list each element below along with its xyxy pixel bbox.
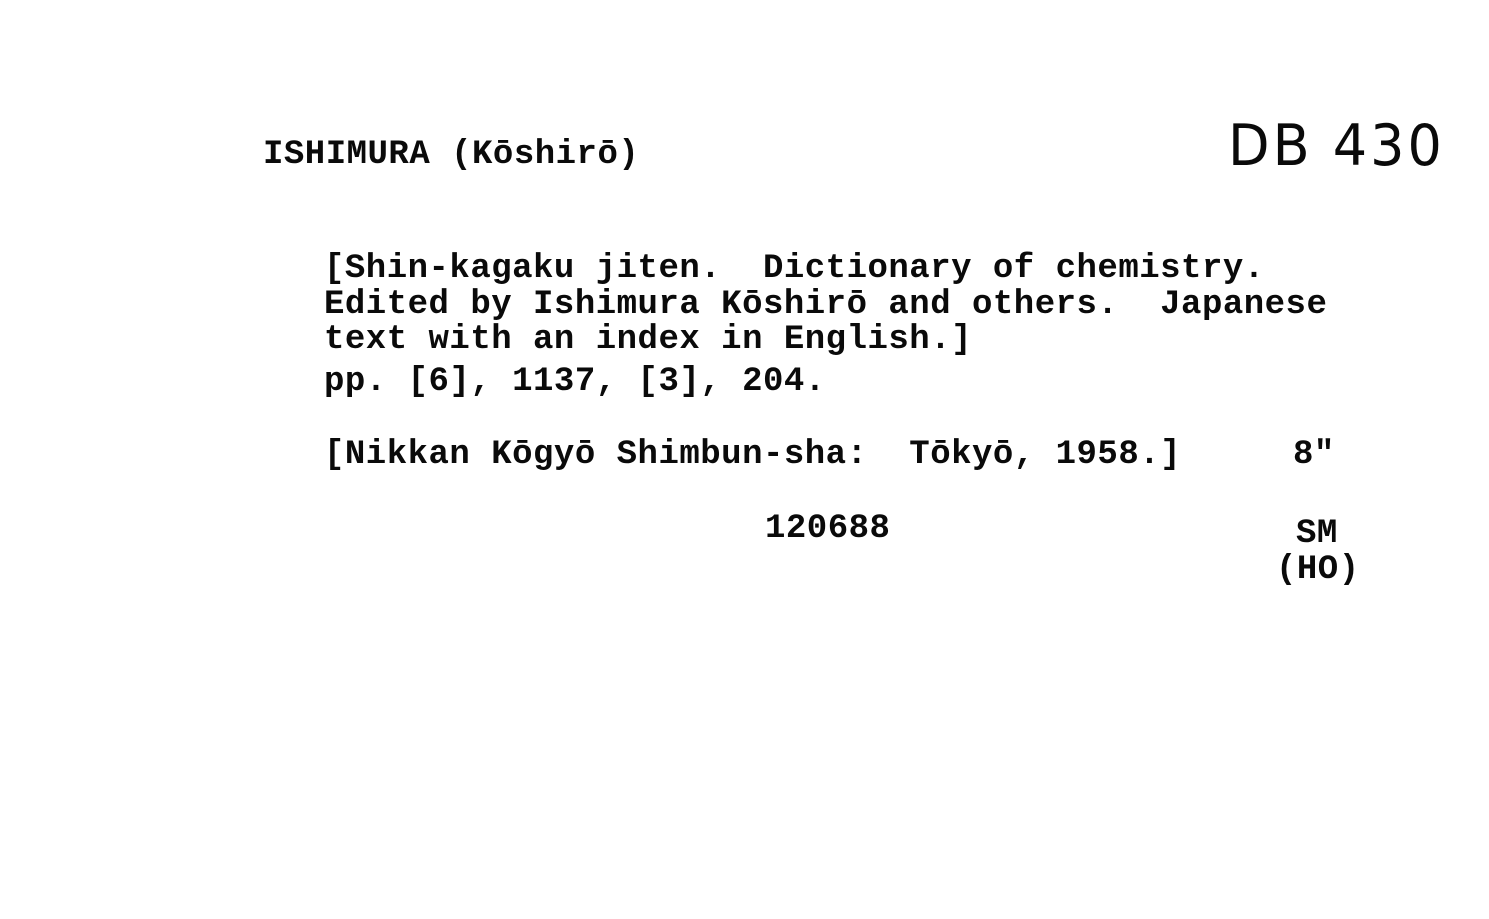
accession-number: 120688 bbox=[765, 510, 891, 548]
size-note: 8" bbox=[1293, 436, 1335, 474]
location-subcode: (HO) bbox=[1276, 551, 1360, 589]
title-line-1: [Shin-kagaku jiten. Dictionary of chemistry. bbox=[324, 250, 1265, 288]
pagination-line: pp. [6], 1137, [3], 204. bbox=[324, 363, 826, 401]
title-line-2: Edited by Ishimura Kōshirō and others. Japanese bbox=[324, 286, 1328, 324]
author-heading: ISHIMURA (Kōshirō) bbox=[263, 136, 640, 174]
imprint-line: [Nikkan Kōgyō Shimbun-sha: Tōkyō, 1958.] bbox=[324, 436, 1182, 474]
call-number: DB 430 bbox=[1228, 112, 1445, 179]
title-line-3: text with an index in English.] bbox=[324, 321, 973, 359]
location-code: SM bbox=[1296, 515, 1338, 553]
